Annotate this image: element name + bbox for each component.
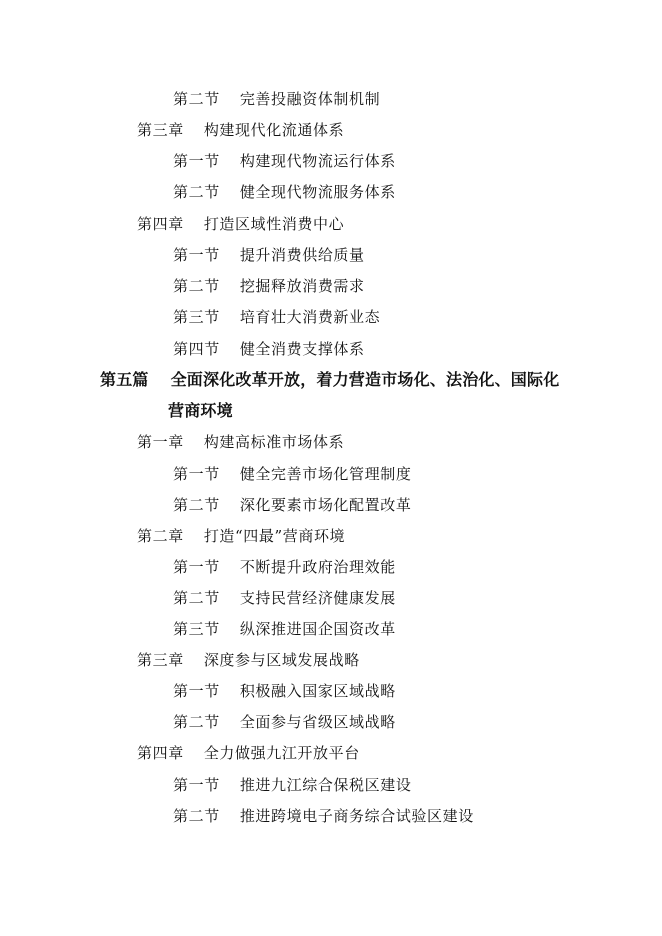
section-number: 第二节 <box>173 589 220 607</box>
toc-chapter-line <box>137 526 345 546</box>
section-number: 第一节 <box>173 465 220 483</box>
section-number: 第一节 <box>173 246 220 264</box>
section-title: 纵深推进国企国资改革 <box>239 620 396 638</box>
toc-section-line <box>173 276 365 296</box>
part-title-continued: 营商环境 <box>168 401 233 420</box>
section-number: 第四节 <box>173 340 220 358</box>
section-number: 第三节 <box>173 308 220 326</box>
section-title: 构建现代物流运行体系 <box>239 152 396 170</box>
part-number: 第五篇 <box>100 370 149 389</box>
toc-part-line <box>100 370 559 390</box>
toc-chapter-line <box>137 743 360 763</box>
toc-section-line <box>173 557 396 577</box>
toc-chapter-line <box>137 120 344 140</box>
toc-chapter-line <box>137 432 344 452</box>
section-number: 第一节 <box>173 152 220 170</box>
section-number: 第三节 <box>173 620 220 638</box>
toc-section-line <box>173 464 411 484</box>
toc-part-line-continued <box>168 401 233 421</box>
section-number: 第二节 <box>173 496 220 514</box>
section-title: 健全完善市场化管理制度 <box>239 465 412 483</box>
section-title: 支持民营经济健康发展 <box>239 589 396 607</box>
toc-section-line <box>173 681 396 701</box>
section-title: 深化要素市场化配置改革 <box>239 496 412 514</box>
toc-section-line <box>173 182 396 202</box>
part-title: 全面深化改革开放，着力营造市场化、法治化、国际化 <box>170 370 560 389</box>
toc-section-line <box>173 619 396 639</box>
chapter-number: 第三章 <box>137 651 184 669</box>
chapter-title: 打造“四最”营商环境 <box>203 527 346 545</box>
toc-section-line <box>173 775 411 795</box>
section-number: 第二节 <box>173 277 220 295</box>
section-title: 提升消费供给质量 <box>239 246 365 264</box>
toc-section-line <box>173 495 411 515</box>
toc-section-line <box>173 89 380 109</box>
section-title: 完善投融资体制机制 <box>239 90 381 108</box>
section-title: 全面参与省级区域战略 <box>239 713 396 731</box>
toc-chapter-line <box>137 214 344 234</box>
section-title: 健全消费支撑体系 <box>239 340 365 358</box>
toc-chapter-line <box>137 650 360 670</box>
toc-section-line <box>173 245 365 265</box>
toc-section-line <box>173 588 396 608</box>
section-number: 第一节 <box>173 682 220 700</box>
section-title: 培育壮大消费新业态 <box>239 308 381 326</box>
toc-section-line <box>173 151 396 171</box>
chapter-number: 第三章 <box>137 121 184 139</box>
section-number: 第二节 <box>173 713 220 731</box>
chapter-number: 第二章 <box>137 527 184 545</box>
chapter-title: 深度参与区域发展战略 <box>203 651 360 669</box>
section-title: 积极融入国家区域战略 <box>239 682 396 700</box>
chapter-number: 第四章 <box>137 215 184 233</box>
section-number: 第二节 <box>173 807 220 825</box>
chapter-number: 第一章 <box>137 433 184 451</box>
toc-section-line <box>173 806 474 826</box>
section-title: 挖掘释放消费需求 <box>239 277 365 295</box>
chapter-title: 构建现代化流通体系 <box>203 121 345 139</box>
toc-section-line <box>173 339 365 359</box>
chapter-title: 构建高标准市场体系 <box>203 433 345 451</box>
chapter-title: 全力做强九江开放平台 <box>203 744 360 762</box>
section-number: 第二节 <box>173 90 220 108</box>
section-title: 不断提升政府治理效能 <box>239 558 396 576</box>
section-title: 健全现代物流服务体系 <box>239 183 396 201</box>
section-number: 第一节 <box>173 558 220 576</box>
toc-section-line <box>173 712 396 732</box>
chapter-number: 第四章 <box>137 744 184 762</box>
section-title: 推进九江综合保税区建设 <box>239 776 412 794</box>
toc-section-line <box>173 307 380 327</box>
chapter-title: 打造区域性消费中心 <box>203 215 345 233</box>
section-number: 第一节 <box>173 776 220 794</box>
section-number: 第二节 <box>173 183 220 201</box>
section-title: 推进跨境电子商务综合试验区建设 <box>239 807 474 825</box>
